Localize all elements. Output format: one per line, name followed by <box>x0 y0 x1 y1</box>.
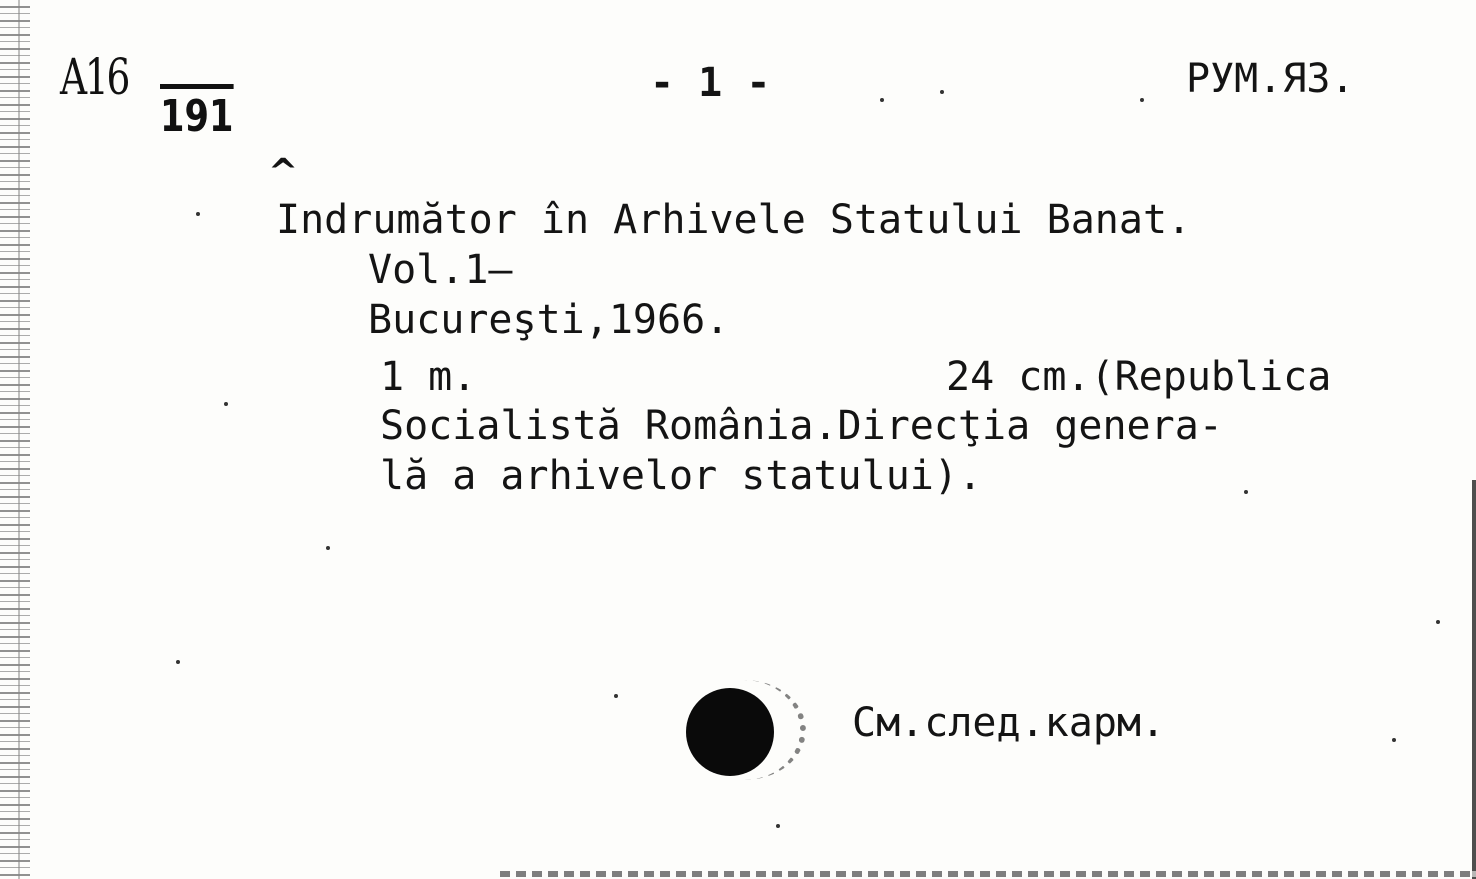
punch-hole <box>686 688 774 776</box>
call-number: A16 <box>60 48 129 106</box>
speck <box>176 660 180 664</box>
imprint-line: Bucureşti,1966. <box>368 297 730 343</box>
speck <box>614 694 618 698</box>
speck <box>776 824 780 828</box>
card-binding-edge <box>0 0 30 879</box>
call-number-sub: 191 <box>160 84 233 139</box>
speck <box>1436 620 1440 624</box>
speck <box>880 98 884 102</box>
speck <box>326 546 330 550</box>
series-line: Socialistă România.Direcţia genera- <box>380 403 1223 449</box>
speck <box>224 402 228 406</box>
speck <box>1244 490 1248 494</box>
page-marker: - 1 - <box>650 60 771 106</box>
card-bottom-edge <box>500 871 1476 877</box>
title-line: Indrumător în Arhivele Statului Banat. <box>276 197 1192 243</box>
speck <box>196 212 200 216</box>
volume-line: Vol.1— <box>368 247 513 293</box>
series-line-end: lă a arhivelor statului). <box>380 453 983 499</box>
card-right-edge <box>1472 480 1476 879</box>
title-accent-mark: ^ <box>268 152 299 193</box>
see-next-card-note: См.слeд.карм. <box>852 700 1166 746</box>
size-series-line: 24 cm.(Republica <box>946 354 1332 400</box>
extent-line: 1 m. <box>380 354 477 400</box>
language-label: РУМ.ЯЗ. <box>1186 56 1355 102</box>
speck <box>1140 98 1144 102</box>
speck <box>940 90 944 94</box>
speck <box>1392 738 1396 742</box>
